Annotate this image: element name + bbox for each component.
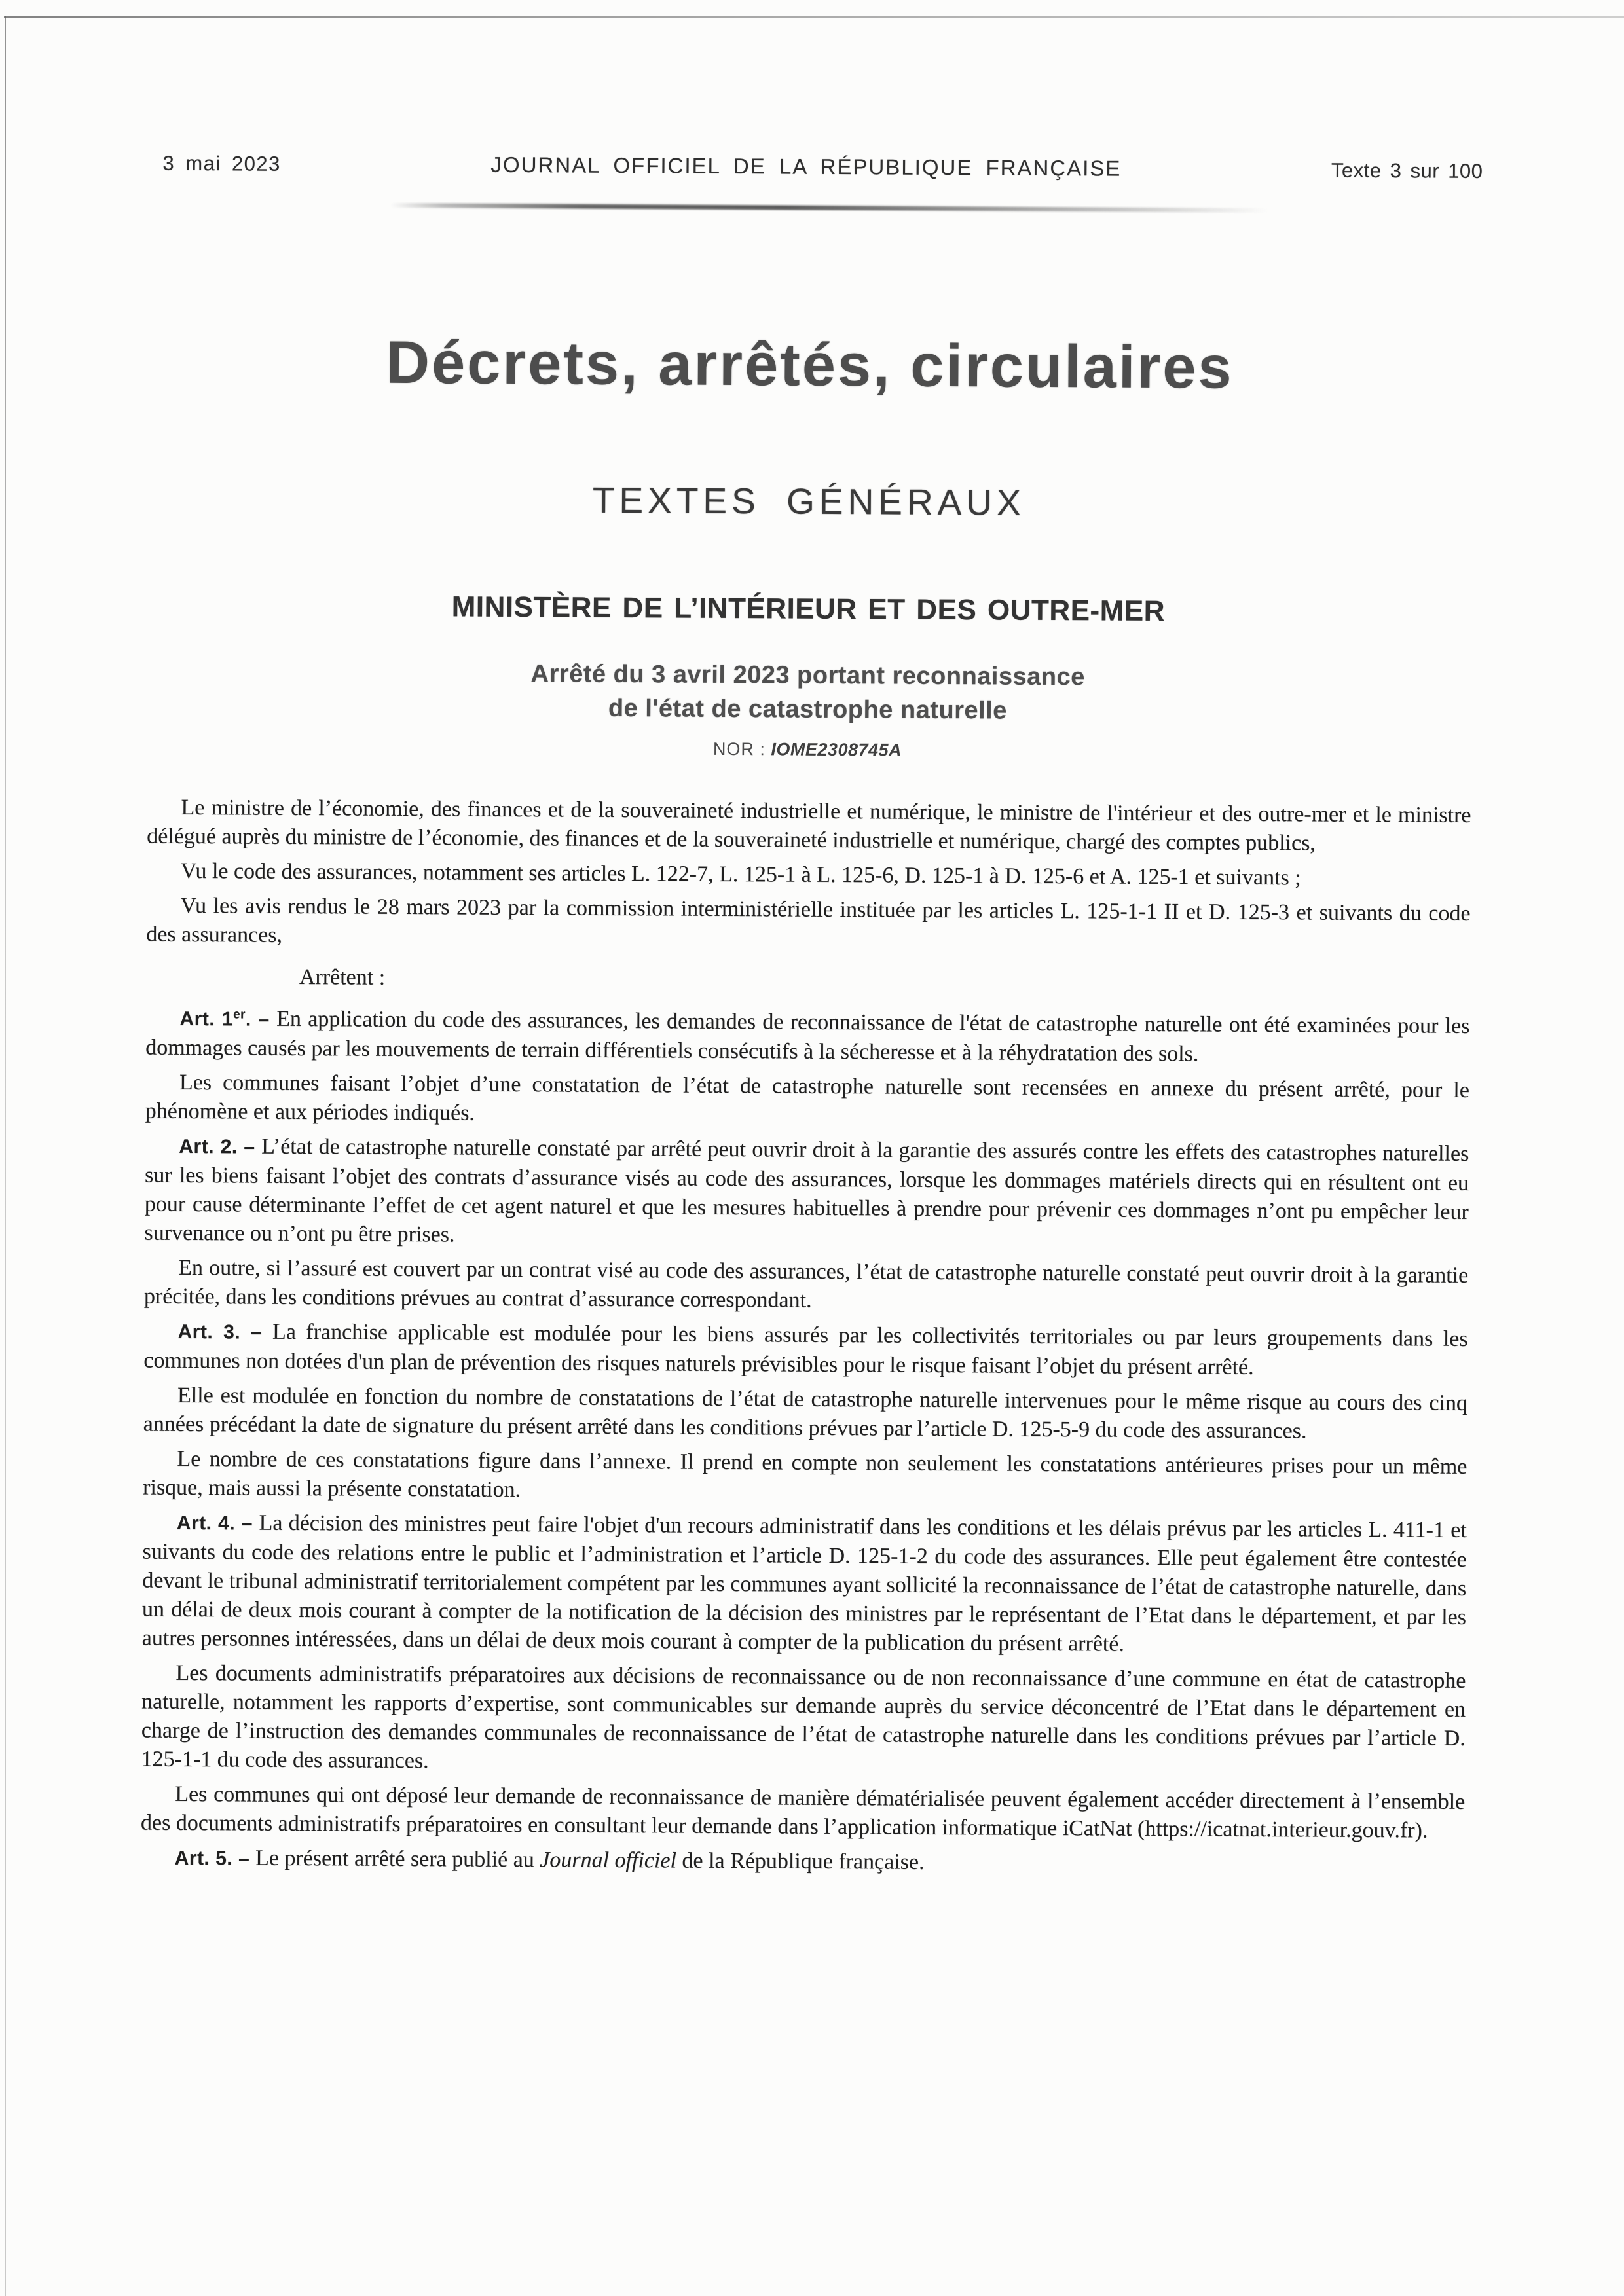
nor-value: IOME2308745A bbox=[771, 739, 902, 760]
text-number: Texte 3 sur 100 bbox=[1331, 158, 1483, 183]
paragraph: Vu les avis rendus le 28 mars 2023 par la commission interministérielle instituée par les articles L. 125-1-1 II et D. 125-3 et suivants du code des assurances, bbox=[146, 893, 1471, 947]
header-separator-rule bbox=[390, 203, 1268, 213]
running-head bbox=[162, 151, 1483, 183]
article-paragraph: Art. 1er. – En application du code des assurances, les demandes de reconnaissance de l'état de catastrophe naturelle ont été examinées pour les dommages causés par les mouvements de terrain différentiels consécutifs à la sécheresse et à la réhydratation des sols. bbox=[145, 1006, 1470, 1066]
paragraph: Le ministre de l’économie, des finances et de la souveraineté industrielle et numérique, le ministre de l'intérieur et des outre-mer et le ministre délégué auprès du ministre de l’économie, des finances et de la souveraineté industrielle et numérique, chargé des comptes publics, bbox=[147, 795, 1471, 856]
paragraph: Les communes faisant l’objet d’une constatation de l’état de catastrophe naturelle sont recensées en annexe du présent arrêté, pour le phénomène et aux périodes indiqués. bbox=[145, 1070, 1469, 1125]
paragraph: Les documents administratifs préparatoires aux décisions de reconnaissance ou de non reconnaissance d’une commune en état de catastrophe naturelle, notamment les rapports d’expertise, sont communicables sur demande auprès du service déconcentré de l’Etat dans le département en charge de l’instruction des demandes communales de reconnaissance de l’état de catastrophe naturelle dans les conditions prévues par l’article D. 125-1-1 du code des assurances. bbox=[141, 1660, 1466, 1774]
article-label: Art. 5. – bbox=[174, 1847, 256, 1870]
article-paragraph: Art. 2. – L’état de catastrophe naturelle constaté par arrêté peut ouvrir droit à la garantie des assurés contre les effets des catastrophes naturelles sur les biens faisant l’objet des contrats d’assurance visés au code des assurances, lorsque les dommages matériels directs qui en résultent ont eu pour cause déterminante l’effet de cet agent naturel et que les mesures habituelles à prendre pour prévenir ces dommages n’ont pu empêcher leur survenance ou n’ont pu être prises. bbox=[144, 1134, 1469, 1247]
rubric-title: Décrets, arrêtés, circulaires bbox=[386, 329, 1234, 401]
nor-label: NOR : bbox=[712, 738, 771, 759]
paragraph: Vu le code des assurances, notamment ses articles L. 122-7, L. 125-1 à L. 125-6, D. 125-1 à D. 125-6 et A. 125-1 et suivants ; bbox=[180, 858, 1301, 890]
paragraph: Le nombre de ces constatations figure dans l’annexe. Il prend en compte non seulement les constatations antérieures prises pour un même risque, mais aussi la présente constatation. bbox=[143, 1446, 1467, 1503]
paragraph: En outre, si l’assuré est couvert par un contrat visé au code des assurances, l’état de catastrophe naturelle constaté peut ouvrir droit à la garantie précitée, dans les conditions prévues au contrat d’assurance correspondant. bbox=[143, 1255, 1469, 1313]
article-label: Art. 2. – bbox=[179, 1135, 262, 1158]
article-label: Art. 3. – bbox=[177, 1321, 273, 1343]
paragraph: Elle est modulée en fonction du nombre de constatations de l’état de catastrophe naturelle intervenues pour le même risque au cours des cinq années précédant la date de signature du présent arrêté dans les conditions prévues par l’article D. 125-5-9 du code des assurances. bbox=[143, 1383, 1468, 1444]
ministry-heading: MINISTÈRE DE L’INTÉRIEUR ET DES OUTRE-MER bbox=[451, 591, 1166, 628]
decree-body bbox=[140, 793, 1471, 1887]
article-paragraph: Art. 4. – La décision des ministres peut faire l'objet d'un recours administratif dans les conditions et les délais prévus par les articles L. 411-1 et suivants du code des relations entre le public et l’administration et l’article D. 125-1-2 du code des assurances. Elle peut également être contestée devant le tribunal administratif territorialement compétent par les communes ayant sollicité la reconnaissance de l’état de catastrophe naturelle, dans un délai de deux mois courant à compter de la notification de la décision des ministres par le représentant de l’Etat dans le département, et par les autres personnes intéressées, dans un délai de deux mois courant à compter de la publication du présent arrêté. bbox=[141, 1510, 1467, 1656]
issue-date: 3 mai 2023 bbox=[162, 151, 281, 175]
decree-title-line-1: Arrêté du 3 avril 2023 portant reconnaissance bbox=[530, 660, 1085, 691]
enacting-formula: Arrêtent : bbox=[299, 964, 386, 990]
nor-line bbox=[0, 735, 1619, 765]
journal-title: JOURNAL OFFICIEL DE LA RÉPUBLIQUE FRANÇAISE bbox=[490, 152, 1122, 181]
article-label: Art. 1er. – bbox=[179, 1008, 277, 1030]
article-paragraph: Art. 3. – La franchise applicable est modulée pour les biens assurés par les collectivités territoriales ou par leurs groupements dans les communes non dotées d'un plan de prévention des risques naturels prévisibles pour le risque faisant l’objet du présent arrêté. bbox=[143, 1319, 1468, 1379]
paragraph: Les communes qui ont déposé leur demande de reconnaissance de manière dématérialisée peuvent également accéder directement à l’ensemble des documents administratifs préparatoires en consultant leur demande dans l’application informatique iCatNat (https://icatnat.interieur.gouv.fr). bbox=[140, 1781, 1466, 1843]
rubric-subtitle: TEXTES GÉNÉRAUX bbox=[592, 479, 1025, 523]
decree-title bbox=[0, 653, 1620, 731]
article-label: Art. 4. – bbox=[176, 1512, 259, 1535]
article-paragraph: Art. 5. – Le présent arrêté sera publié au Journal officiel de la République française. bbox=[174, 1846, 925, 1874]
decree-title-line-2: de l'état de catastrophe naturelle bbox=[608, 694, 1007, 725]
